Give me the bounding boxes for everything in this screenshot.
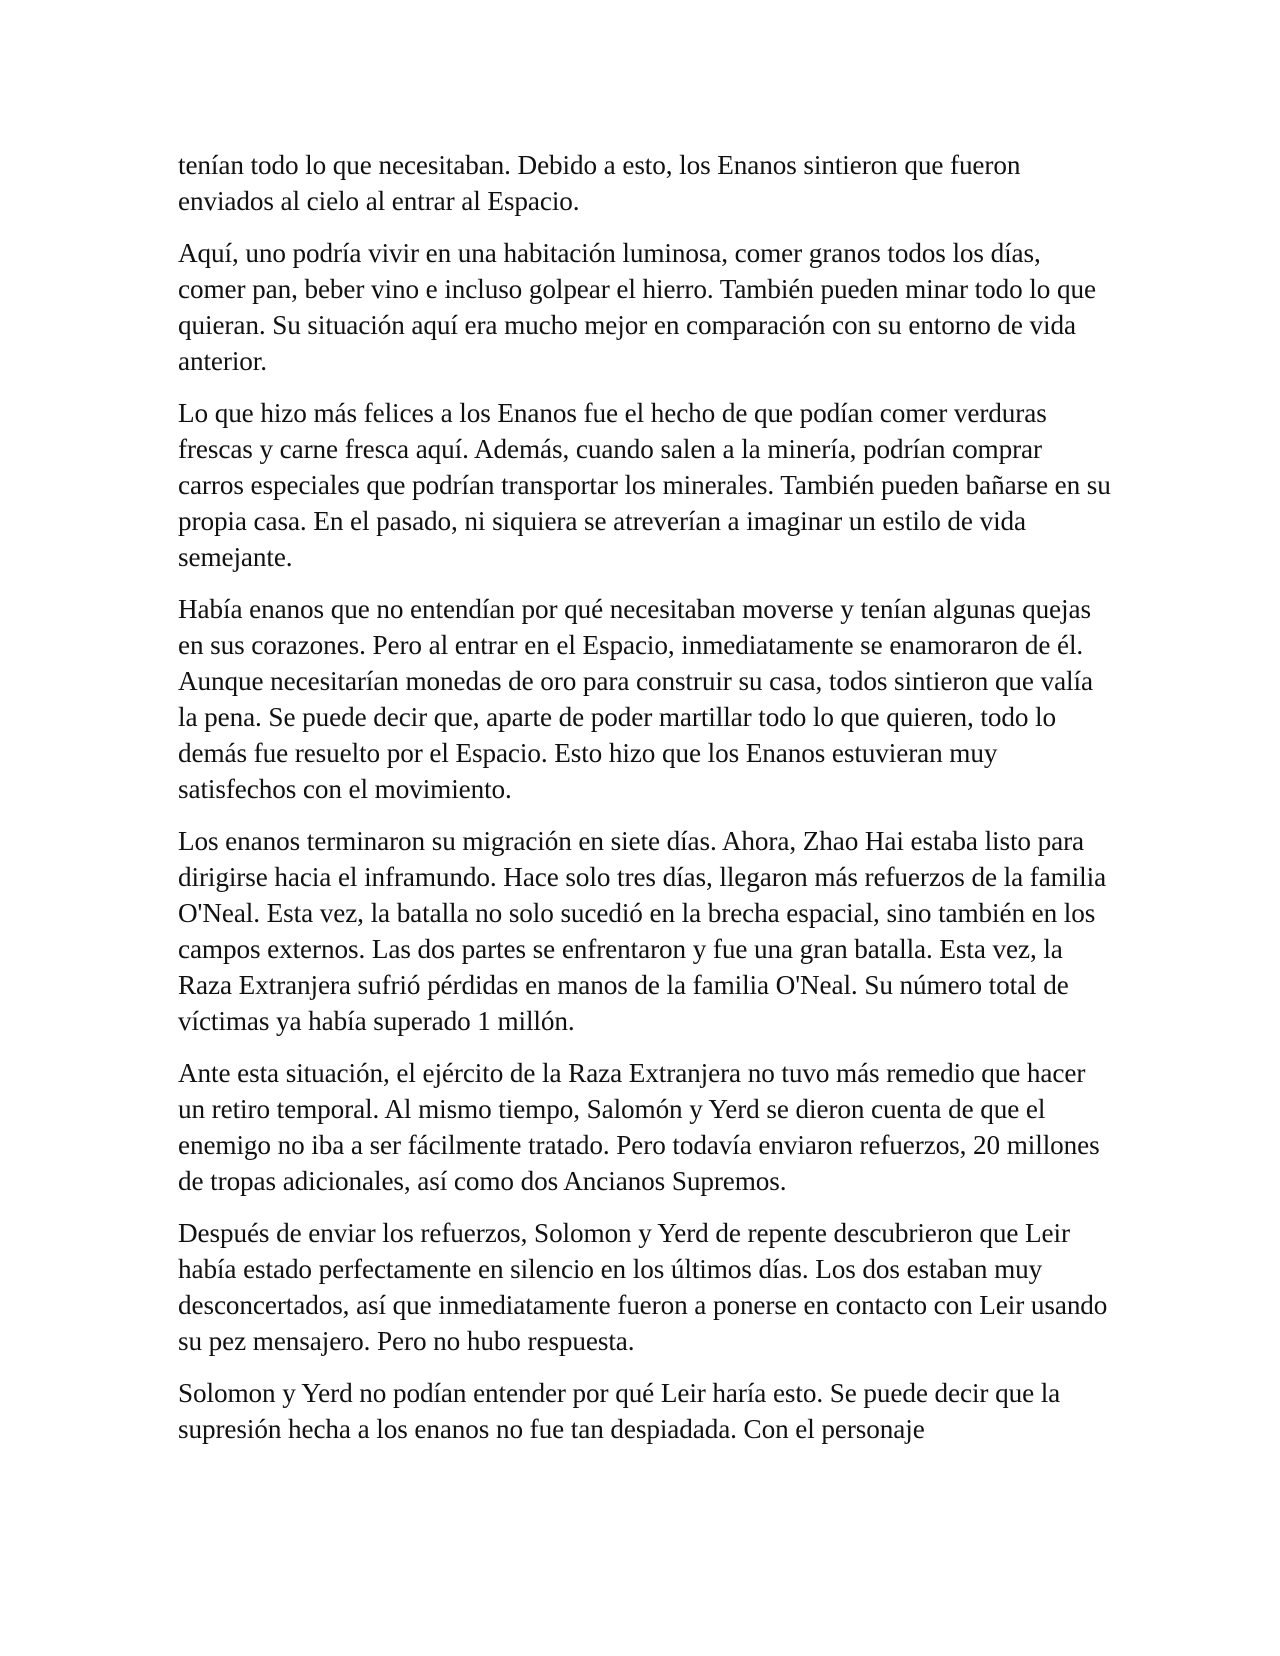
paragraph-6: Ante esta situación, el ejército de la Raza Extranjera no tuvo más remedio que hacer un retiro temporal. Al mismo tiempo, Salomón y Yerd se dieron cuenta de que el enemigo no iba a ser fácilmente tratado. Pero todavía enviaron refuerzos, 20 millones de tropas adicionales, así como dos Ancianos Supremos. <box>178 1058 1100 1196</box>
paragraph-1: tenían todo lo que necesitaban. Debido a esto, los Enanos sintieron que fueron enviados al cielo al entrar al Espacio. <box>178 150 1021 216</box>
paragraph-8: Solomon y Yerd no podían entender por qué Leir haría esto. Se puede decir que la supresión hecha a los enanos no fue tan despiadada. Con el personaje <box>178 1378 1061 1444</box>
paragraph-4: Había enanos que no entendían por qué necesitaban moverse y tenían algunas quejas en sus corazones. Pero al entrar en el Espacio, inmediatamente se enamoraron de él. Aunque necesitarían monedas de oro para construir su casa, todos sintieron que valía la pena. Se puede decir que, aparte de poder martillar todo lo que quieren, todo lo demás fue resuelto por el Espacio. Esto hizo que los Enanos estuvieran muy satisfechos con el movimiento. <box>178 594 1093 804</box>
paragraph-3: Lo que hizo más felices a los Enanos fue el hecho de que podían comer verduras frescas y carne fresca aquí. Además, cuando salen a la minería, podrían comprar carros especiales que podrían transportar los minerales. También pueden bañarse en su propia casa. En el pasado, ni siquiera se atreverían a imaginar un estilo de vida semejante. <box>178 398 1111 572</box>
paragraph-7: Después de enviar los refuerzos, Solomon y Yerd de repente descubrieron que Leir había estado perfectamente en silencio en los últimos días. Los dos estaban muy desconcertados, así que inmediatamente fueron a ponerse en contacto con Leir usando su pez mensajero. Pero no hubo respuesta. <box>178 1218 1108 1356</box>
paragraph-5: Los enanos terminaron su migración en siete días. Ahora, Zhao Hai estaba listo para dirigirse hacia el inframundo. Hace solo tres días, llegaron más refuerzos de la familia O'Neal. Esta vez, la batalla no solo sucedió en la brecha espacial, sino también en los campos externos. Las dos partes se enfrentaron y fue una gran batalla. Esta vez, la Raza Extranjera sufrió pérdidas en manos de la familia O'Neal. Su número total de víctimas ya había superado 1 millón. <box>178 826 1107 1036</box>
paragraph-2: Aquí, uno podría vivir en una habitación luminosa, comer granos todos los días, comer pan, beber vino e incluso golpear el hierro. También pueden minar todo lo que quieran. Su situación aquí era mucho mejor en comparación con su entorno de vida anterior. <box>178 238 1096 376</box>
document-body <box>178 147 1113 1447</box>
